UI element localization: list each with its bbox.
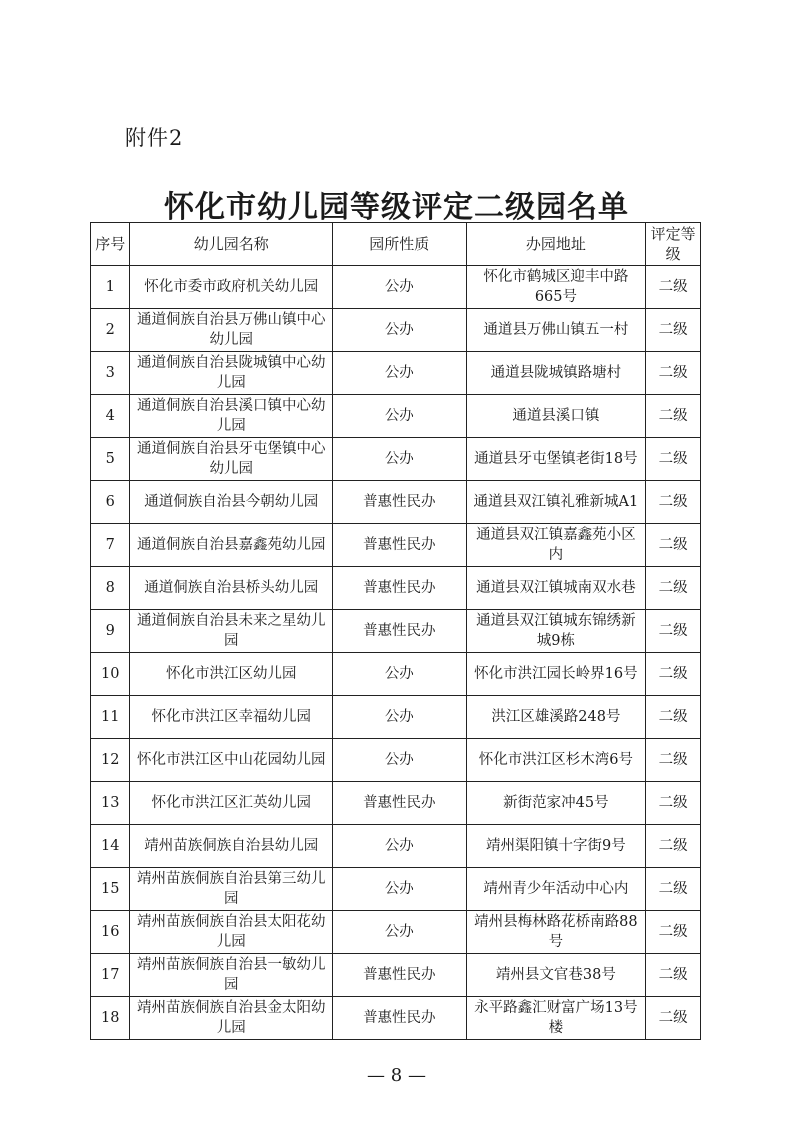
table-row [91,954,701,997]
table-row [91,610,701,653]
table-row [91,997,701,1040]
cell-type: 公办 [333,352,467,395]
cell-type: 公办 [333,653,467,696]
cell-name: 通道侗族自治县万佛山镇中心幼儿园 [130,309,333,352]
cell-address: 靖州渠阳镇十字街9号 [466,825,646,868]
cell-name: 通道侗族自治县桥头幼儿园 [130,567,333,610]
table-row [91,653,701,696]
cell-no: 1 [91,266,130,309]
cell-address: 洪江区雄溪路248号 [466,696,646,739]
cell-level: 二级 [646,438,701,481]
cell-name: 通道侗族自治县溪口镇中心幼儿园 [130,395,333,438]
header-address: 办园地址 [466,223,646,266]
cell-no: 7 [91,524,130,567]
cell-address: 通道县双江镇城南双水巷 [466,567,646,610]
cell-type: 普惠性民办 [333,567,467,610]
cell-type: 公办 [333,825,467,868]
cell-level: 二级 [646,739,701,782]
cell-type: 普惠性民办 [333,481,467,524]
cell-no: 16 [91,911,130,954]
table-row [91,567,701,610]
cell-no: 18 [91,997,130,1040]
header-type: 园所性质 [333,223,467,266]
table-row [91,782,701,825]
cell-type: 公办 [333,739,467,782]
cell-name: 怀化市洪江区幸福幼儿园 [130,696,333,739]
cell-name: 怀化市洪江区中山花园幼儿园 [130,739,333,782]
cell-name: 靖州苗族侗族自治县太阳花幼儿园 [130,911,333,954]
cell-address: 通道县陇城镇路塘村 [466,352,646,395]
cell-address: 通道县双江镇城东锦绣新城9栋 [466,610,646,653]
cell-no: 15 [91,868,130,911]
table-row [91,352,701,395]
table-row [91,739,701,782]
cell-address: 怀化市鹤城区迎丰中路665号 [466,266,646,309]
cell-address: 通道县双江镇嘉鑫苑小区内 [466,524,646,567]
cell-type: 普惠性民办 [333,610,467,653]
cell-level: 二级 [646,911,701,954]
attachment-label: 附件2 [125,126,184,150]
cell-type: 公办 [333,309,467,352]
cell-type: 公办 [333,395,467,438]
cell-level: 二级 [646,825,701,868]
cell-level: 二级 [646,309,701,352]
cell-type: 普惠性民办 [333,954,467,997]
cell-type: 公办 [333,696,467,739]
page-number: — 8 — [367,1065,426,1086]
cell-no: 5 [91,438,130,481]
cell-level: 二级 [646,868,701,911]
cell-no: 11 [91,696,130,739]
cell-no: 3 [91,352,130,395]
table-row [91,309,701,352]
table-row [91,911,701,954]
cell-address: 怀化市洪江园长岭界16号 [466,653,646,696]
cell-level: 二级 [646,266,701,309]
table-row [91,438,701,481]
cell-address: 靖州县文官巷38号 [466,954,646,997]
header-level: 评定等级 [646,223,701,266]
cell-address: 通道县双江镇礼雅新城A1 [466,481,646,524]
cell-level: 二级 [646,782,701,825]
cell-level: 二级 [646,610,701,653]
cell-name: 通道侗族自治县陇城镇中心幼儿园 [130,352,333,395]
table-row [91,524,701,567]
cell-name: 通道侗族自治县牙屯堡镇中心幼儿园 [130,438,333,481]
cell-type: 公办 [333,911,467,954]
cell-name: 怀化市委市政府机关幼儿园 [130,266,333,309]
cell-level: 二级 [646,395,701,438]
cell-address: 新街范家冲45号 [466,782,646,825]
table-row [91,868,701,911]
cell-no: 9 [91,610,130,653]
table-row [91,696,701,739]
table-row [91,481,701,524]
cell-no: 2 [91,309,130,352]
cell-name: 通道侗族自治县未来之星幼儿园 [130,610,333,653]
header-no: 序号 [91,223,130,266]
table-row [91,266,701,309]
cell-no: 13 [91,782,130,825]
cell-level: 二级 [646,653,701,696]
cell-type: 公办 [333,868,467,911]
cell-name: 靖州苗族侗族自治县一敏幼儿园 [130,954,333,997]
cell-name: 通道侗族自治县嘉鑫苑幼儿园 [130,524,333,567]
cell-no: 12 [91,739,130,782]
cell-level: 二级 [646,954,701,997]
cell-address: 靖州青少年活动中心内 [466,868,646,911]
cell-level: 二级 [646,696,701,739]
cell-address: 靖州县梅林路花桥南路88号 [466,911,646,954]
cell-address: 永平路鑫汇财富广场13号楼 [466,997,646,1040]
cell-address: 通道县万佛山镇五一村 [466,309,646,352]
cell-level: 二级 [646,524,701,567]
cell-no: 4 [91,395,130,438]
cell-level: 二级 [646,997,701,1040]
cell-type: 普惠性民办 [333,524,467,567]
cell-type: 普惠性民办 [333,782,467,825]
header-name: 幼儿园名称 [130,223,333,266]
cell-level: 二级 [646,352,701,395]
cell-no: 14 [91,825,130,868]
cell-no: 10 [91,653,130,696]
cell-name: 怀化市洪江区汇英幼儿园 [130,782,333,825]
cell-no: 17 [91,954,130,997]
cell-address: 通道县牙屯堡镇老街18号 [466,438,646,481]
cell-no: 6 [91,481,130,524]
cell-type: 普惠性民办 [333,997,467,1040]
cell-name: 靖州苗族侗族自治县幼儿园 [130,825,333,868]
cell-name: 怀化市洪江区幼儿园 [130,653,333,696]
cell-name: 通道侗族自治县今朝幼儿园 [130,481,333,524]
cell-address: 怀化市洪江区杉木湾6号 [466,739,646,782]
document-title: 怀化市幼儿园等级评定二级园名单 [164,190,629,225]
table-row [91,825,701,868]
cell-level: 二级 [646,481,701,524]
kindergarten-table [90,222,701,1040]
cell-level: 二级 [646,567,701,610]
cell-name: 靖州苗族侗族自治县金太阳幼儿园 [130,997,333,1040]
cell-no: 8 [91,567,130,610]
cell-name: 靖州苗族侗族自治县第三幼儿园 [130,868,333,911]
table-header-row [91,223,701,266]
cell-type: 公办 [333,266,467,309]
table-row [91,395,701,438]
cell-type: 公办 [333,438,467,481]
cell-address: 通道县溪口镇 [466,395,646,438]
